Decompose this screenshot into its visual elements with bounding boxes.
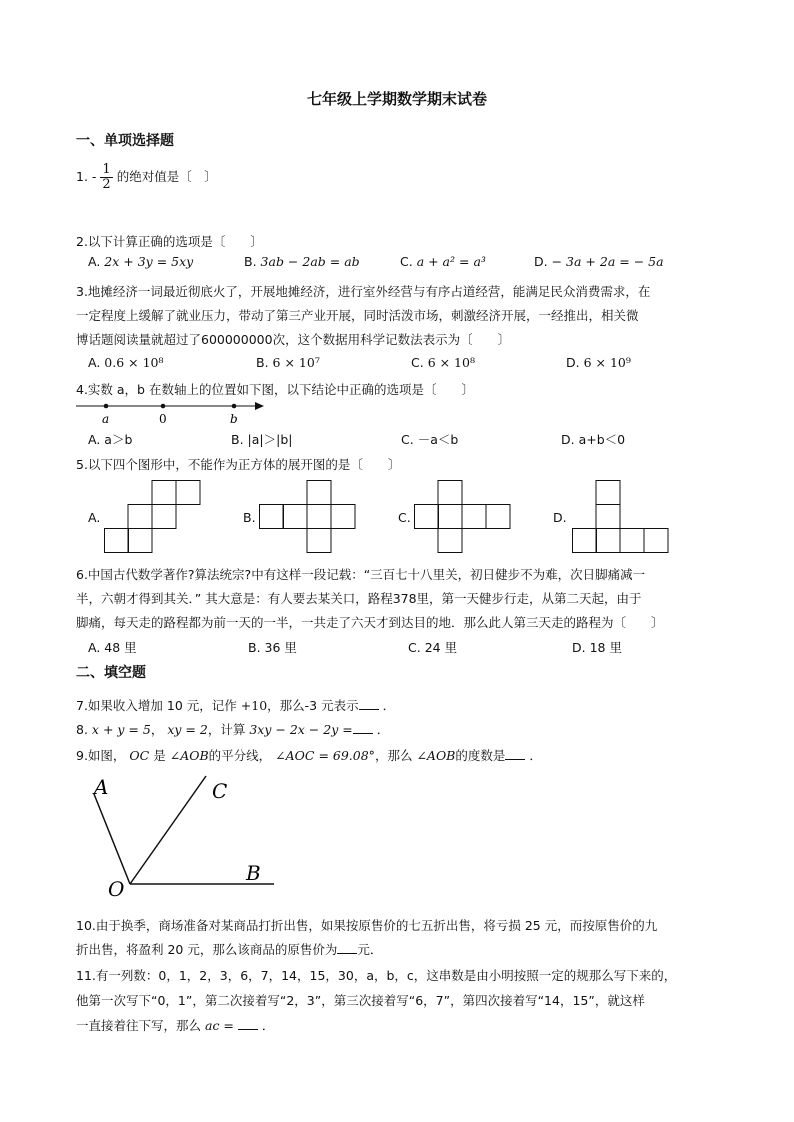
question-9: [76, 746, 542, 764]
question-6-line-2: 半，六朝才得到其关．” 其大意是：有人要去某关口，路程378里，第一天健步行走，从第二天起，由于: [76, 591, 642, 606]
question-3-options: [88, 355, 768, 373]
q3-option-b-label: B.: [256, 355, 269, 370]
q4-option-d[interactable]: [561, 430, 625, 448]
q4-option-d-label: D.: [561, 432, 575, 447]
question-11-line-2: 他第一次写下“0，1”，第二次接着写“2，3”，第三次接着写“6，7”，第四次接着写“14，15”，就这样: [76, 993, 645, 1008]
q2-option-a-label: A.: [88, 254, 101, 269]
q5-figure-b: [259, 480, 359, 554]
number-line-point-zero: [161, 404, 166, 409]
q4-option-c-expr: －a＜b: [417, 432, 459, 447]
q2-option-a[interactable]: [88, 254, 193, 269]
q2-option-d[interactable]: [534, 254, 664, 269]
q1-frac-den: 2: [102, 177, 111, 192]
q7-end: ．: [382, 698, 396, 713]
q4-option-b-expr: |a|＞|b|: [247, 432, 293, 447]
q7-answer-blank[interactable]: [359, 697, 379, 710]
q6-option-c[interactable]: [408, 638, 457, 656]
page-title: 七年级上学期数学期末试卷: [306, 90, 487, 108]
q4-option-d-expr: a+b＜0: [578, 432, 626, 447]
q8-eq2: xy = 2: [167, 722, 208, 737]
point-label-c: C: [212, 779, 228, 803]
q6-option-c-expr: 24 里: [424, 640, 458, 655]
q9-pre: 9.如图，: [76, 748, 126, 763]
q6-option-b-label: B.: [248, 640, 261, 655]
q2-option-c[interactable]: [400, 254, 486, 269]
q2-option-d-label: D.: [534, 254, 548, 269]
q2-option-b-label: B.: [244, 254, 257, 269]
question-3-line-1: 3.地摊经济一词最近彻底火了，开展地摊经济，进行室外经营与有序占道经营，能满足民众消费需求，在: [76, 284, 651, 299]
q6-option-d-label: D.: [572, 640, 586, 655]
q5-option-c-label[interactable]: C.: [398, 510, 411, 525]
q6-option-b-expr: 36 里: [264, 640, 297, 655]
point-label-o: O: [108, 877, 125, 900]
q9-angle-aoc: ∠AOC = 69.08°: [275, 748, 375, 763]
question-10-line-2: [76, 940, 382, 958]
q3-option-a-label: A.: [88, 355, 101, 370]
question-2-stem: 2.以下计算正确的选项是〔 〕: [76, 234, 263, 249]
question-1: [76, 163, 217, 192]
q4-option-a-label: A.: [88, 432, 101, 447]
question-6-line-3: 脚痛，每天走的路程都为前一天的一半，一共走了六天才到达目的地．那么此人第三天走的路程为〔 〕: [76, 615, 664, 630]
q7-text-post: ，那么-3 元表示: [267, 698, 359, 713]
question-8: 8. x + y = 5， xy = 2，计算 3xy − 2x − 2y = ．: [76, 722, 390, 737]
q7-expr: +10: [240, 698, 268, 713]
q10-answer-blank[interactable]: [337, 941, 357, 954]
question-7: [76, 696, 395, 714]
q9-end: ．: [529, 748, 542, 763]
q3-option-d-label: D.: [566, 355, 580, 370]
q9-angle-aob-2: ∠AOB: [416, 748, 456, 763]
q8-number: 8.: [76, 722, 88, 737]
q6-option-c-label: C.: [408, 640, 421, 655]
q5-figure-d: [572, 480, 672, 554]
q4-option-a[interactable]: [88, 430, 132, 448]
q3-option-b[interactable]: [256, 355, 320, 370]
q11-answer-blank[interactable]: [238, 1017, 258, 1030]
number-line-label-b: b: [230, 412, 238, 426]
q7-text-pre: 7.如果收入增加 10 元，记作: [76, 698, 241, 713]
q1-frac-num: 1: [102, 162, 111, 177]
q3-option-d[interactable]: [566, 355, 631, 370]
q6-option-a-label: A.: [88, 640, 101, 655]
q4-option-b[interactable]: [231, 430, 293, 448]
q4-option-c[interactable]: [401, 430, 458, 448]
q2-option-c-expr: a + a² = a³: [416, 254, 486, 269]
q9-answer-blank[interactable]: [505, 747, 525, 760]
q2-option-b[interactable]: [244, 254, 360, 269]
ray-oa: [94, 794, 130, 884]
section-heading-fill-blank: 二、填空题: [76, 665, 146, 681]
q5-figure-c: [414, 480, 514, 554]
question-2-options: [88, 254, 768, 272]
q9-oc: OC: [129, 748, 150, 763]
q11-end: ．: [261, 1018, 275, 1033]
q3-option-c-expr: 6 × 10⁸: [427, 355, 475, 370]
q2-option-a-expr: 2x + 3y = 5xy: [104, 254, 194, 269]
q4-option-a-expr: a＞b: [104, 432, 133, 447]
q1-text: 的绝对值是〔 〕: [116, 169, 217, 184]
q3-option-b-expr: 6 × 10⁷: [272, 355, 320, 370]
q8-mid: ，计算: [207, 722, 246, 737]
q9-comma: ，那么: [374, 748, 413, 763]
number-line-arrow: [255, 402, 264, 410]
question-3-line-2: 一定程度上缓解了就业压力，带动了第三产业开展，同时活泼市场，刺激经济开展，一经推出，相关微: [76, 308, 639, 323]
q6-option-b[interactable]: [248, 638, 297, 656]
question-5-stem: 5.以下四个图形中，不能作为正方体的展开图的是〔 〕: [76, 457, 401, 472]
q6-option-a[interactable]: [88, 638, 137, 656]
q6-option-a-expr: 48 里: [104, 640, 137, 655]
point-label-b: B: [246, 861, 261, 885]
point-label-a: A: [94, 775, 109, 799]
q6-option-d[interactable]: [572, 638, 622, 656]
ray-oc: [130, 776, 206, 884]
q2-option-d-expr: − 3a + 2a = − 5a: [551, 254, 664, 269]
q6-option-d-expr: 18 里: [589, 640, 622, 655]
q8-expr: 3xy − 2x − 2y =: [249, 722, 353, 737]
number-line-point-a: [104, 404, 109, 409]
q3-option-a-expr: 0.6 × 10⁸: [104, 355, 164, 370]
question-10-line-1: 10.由于换季，商场准备对某商品打折出售，如果按原售价的七五折出售，将亏损 25 元，而按原售价的九: [76, 918, 658, 933]
number-line-label-a: a: [102, 412, 110, 426]
q3-option-c[interactable]: [411, 355, 475, 370]
q9-angle-aob: ∠AOB: [169, 748, 209, 763]
q1-number: 1.: [76, 169, 88, 184]
q9-post: 的度数是: [455, 748, 506, 763]
q3-option-d-expr: 6 × 10⁹: [583, 355, 631, 370]
section-heading-choice: 一、单项选择题: [76, 133, 174, 149]
question-6-options: [88, 638, 768, 656]
q1-neg: -: [91, 169, 97, 184]
q10-end: 元．: [357, 942, 383, 957]
question-11-line-3: [76, 1016, 274, 1034]
q11-expr: ac =: [205, 1018, 234, 1033]
angle-figure: [82, 772, 282, 900]
q10-text: 折出售，将盈利 20 元，那么该商品的原售价为: [76, 942, 338, 957]
q5-figure-a: [104, 480, 204, 554]
question-3-line-3: 博话题阅读量就超过了600000000次，这个数据用科学记数法表示为〔 〕: [76, 332, 511, 347]
number-line-label-zero: 0: [159, 412, 167, 426]
q5-option-d-label[interactable]: D.: [553, 510, 567, 525]
q11-text: 一直接着往下写，那么: [76, 1018, 202, 1033]
q9-is: 是: [153, 748, 166, 763]
q8-answer-blank[interactable]: [353, 721, 373, 734]
q2-option-b-expr: 3ab − 2ab = ab: [260, 254, 360, 269]
number-line-figure: [74, 398, 274, 426]
q8-end: ．: [376, 722, 390, 737]
question-4-stem: 4.实数 a，b 在数轴上的位置如下图，以下结论中正确的选项是〔 〕: [76, 382, 474, 397]
q1-fraction: [100, 163, 112, 192]
q5-option-b-label[interactable]: B.: [243, 510, 256, 525]
q4-option-c-label: C.: [401, 432, 414, 447]
q2-option-c-label: C.: [400, 254, 413, 269]
q5-option-a-label[interactable]: A.: [88, 510, 101, 525]
number-line-point-b: [232, 404, 237, 409]
question-11-line-1: 11.有一列数：0，1，2，3，6，7，14，15，30，a，b，c，这串数是由小明按照一定的规那么写下来的，: [76, 968, 677, 983]
question-6-line-1: 6.中国古代数学著作?算法统宗?中有这样一段记载：“三百七十八里关，初日健步不为难，次日脚痛减一: [76, 567, 646, 582]
q4-option-b-label: B.: [231, 432, 244, 447]
q3-option-c-label: C.: [411, 355, 424, 370]
q9-mid: 的平分线，: [208, 748, 272, 763]
question-4-options: [88, 430, 768, 448]
q8-eq1: x + y = 5: [91, 722, 151, 737]
q3-option-a[interactable]: [88, 355, 164, 370]
